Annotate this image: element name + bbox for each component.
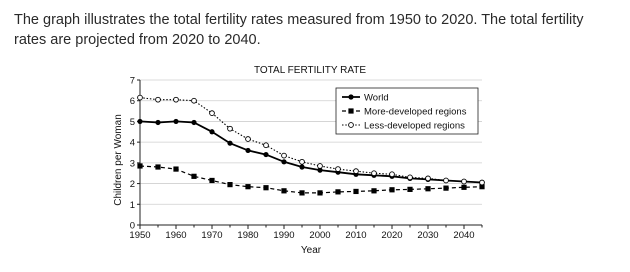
data-point [299, 164, 304, 169]
y-tick-label: 0 [129, 220, 135, 232]
intro-text: The graph illustrates the total fertility rates measured from 1950 to 2020. The total fertility rates are projected from 2020 to 2040. [14, 12, 584, 48]
x-tick-label: 1980 [237, 230, 259, 241]
data-point [263, 185, 268, 190]
data-point [281, 159, 286, 164]
data-point [173, 166, 178, 171]
x-tick-label: 1950 [129, 230, 151, 241]
data-point [191, 120, 196, 125]
x-tick-label: 2000 [309, 230, 331, 241]
y-tick-label: 5 [129, 116, 135, 128]
data-point [245, 184, 250, 189]
data-point [353, 189, 358, 194]
data-point [408, 175, 413, 180]
x-tick-label: 1970 [201, 230, 223, 241]
data-point [156, 97, 161, 102]
data-point [390, 172, 395, 177]
y-tick-label: 3 [129, 158, 135, 170]
data-point [299, 190, 304, 195]
data-point [174, 97, 179, 102]
data-point [426, 176, 431, 181]
data-point [461, 185, 466, 190]
data-point [354, 169, 359, 174]
data-point [263, 152, 268, 157]
data-point [371, 188, 376, 193]
data-point [462, 179, 467, 184]
y-tick-label: 1 [129, 199, 135, 211]
y-tick-label: 7 [129, 75, 135, 87]
data-point [336, 167, 341, 172]
data-point [138, 95, 143, 100]
data-point [425, 186, 430, 191]
legend-label: More-developed regions [364, 106, 467, 118]
y-axis-title: Children per Woman [113, 114, 124, 206]
data-point [480, 180, 485, 185]
data-point [281, 188, 286, 193]
legend-label: Less-developed regions [364, 120, 465, 132]
data-point [192, 98, 197, 103]
y-tick-label: 4 [129, 137, 135, 149]
data-point [245, 148, 250, 153]
data-point [227, 141, 232, 146]
data-point [227, 182, 232, 187]
legend-marker [348, 108, 353, 113]
data-point [389, 187, 394, 192]
data-point [407, 187, 412, 192]
data-point [209, 178, 214, 183]
plot-area [129, 76, 484, 242]
x-tick-label: 2010 [345, 230, 367, 241]
legend-marker [348, 94, 353, 99]
data-point [264, 143, 269, 148]
data-point [444, 178, 449, 183]
x-tick-label: 1960 [165, 230, 187, 241]
x-tick-label: 2020 [381, 230, 403, 241]
x-axis-title: Year [300, 245, 322, 256]
data-point [246, 137, 251, 142]
legend-label: World [364, 92, 389, 104]
data-point [155, 164, 160, 169]
data-point [282, 153, 287, 158]
x-tick-label: 1990 [273, 230, 295, 241]
data-point [300, 159, 305, 164]
data-point [209, 129, 214, 134]
data-point [155, 120, 160, 125]
data-point [191, 174, 196, 179]
data-point [137, 163, 142, 168]
x-tick-label: 2040 [453, 230, 475, 241]
x-tick-label: 2030 [417, 230, 439, 241]
data-point [228, 126, 233, 131]
data-point [210, 111, 215, 116]
data-point [317, 190, 322, 195]
data-point [372, 171, 377, 176]
data-point [137, 119, 142, 124]
data-point [335, 189, 340, 194]
y-tick-label: 6 [129, 96, 135, 108]
data-point [173, 119, 178, 124]
legend-marker [349, 123, 354, 128]
data-point [318, 164, 323, 169]
chart-title: TOTAL FERTILITY RATE [253, 65, 367, 76]
data-point [443, 186, 448, 191]
y-tick-label: 2 [129, 179, 135, 191]
